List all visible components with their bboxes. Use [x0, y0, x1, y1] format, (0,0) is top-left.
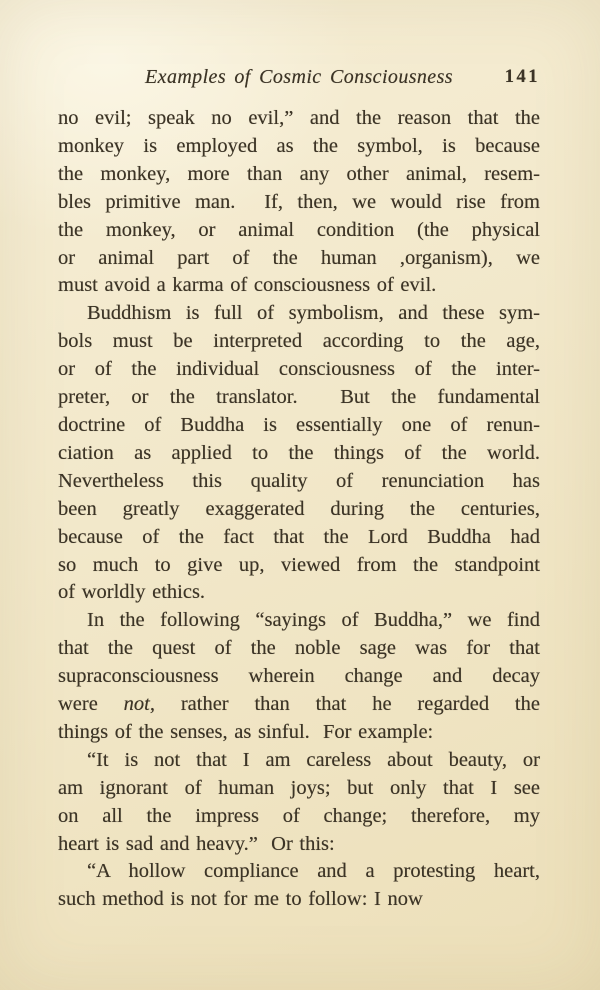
text-line	[58, 217, 540, 245]
text-line	[58, 356, 540, 384]
page-number: 141	[504, 67, 540, 87]
text-segment: rather than that he regarded the	[155, 693, 540, 716]
text-segment: things of the senses, as sinful. For example:	[58, 720, 434, 743]
text-segment: “It is not that I am careless about beauty, or	[87, 748, 540, 771]
text-line	[58, 691, 540, 719]
running-header-title: Examples of Cosmic Consciousness	[145, 66, 453, 88]
text-line	[58, 412, 540, 440]
page-text	[58, 105, 540, 914]
text-segment: bles primitive man. If, then, we would rise from	[58, 190, 540, 213]
text-line	[58, 133, 540, 161]
text-line	[58, 886, 540, 914]
text-segment: the monkey, or animal condition (the physical	[58, 218, 540, 241]
text-line	[58, 552, 540, 580]
text-line	[58, 384, 540, 412]
text-line	[58, 328, 540, 356]
text-segment: am ignorant of human joys; but only that I see	[58, 776, 540, 799]
text-segment: monkey is employed as the symbol, is because	[58, 134, 540, 157]
text-line	[58, 161, 540, 189]
text-line	[58, 803, 540, 831]
text-segment: the monkey, more than any other animal, resem-	[58, 162, 540, 185]
text-line	[58, 719, 540, 747]
text-line	[58, 858, 540, 886]
text-segment: so much to give up, viewed from the standpoint	[58, 553, 540, 576]
text-line	[58, 524, 540, 552]
text-segment: no evil; speak no evil,” and the reason that the	[58, 107, 540, 129]
text-line	[58, 775, 540, 803]
text-segment: or animal part of the human ,organism), we	[58, 246, 540, 269]
text-line	[58, 607, 540, 635]
text-segment: on all the impress of change; therefore, my	[58, 804, 540, 827]
text-segment: such method is not for me to follow: I now	[58, 888, 423, 911]
text-segment: In the following “sayings of Buddha,” we find	[87, 609, 540, 632]
text-segment: “A hollow compliance and a protesting heart,	[87, 860, 540, 883]
text-segment: because of the fact that the Lord Buddha had	[58, 525, 540, 548]
text-segment: must avoid a karma of consciousness of evil.	[58, 274, 437, 297]
text-line	[58, 635, 540, 663]
text-segment: Nevertheless this quality of renunciation has	[58, 469, 540, 492]
text-line	[58, 468, 540, 496]
text-segment: heart is sad and heavy.” Or this:	[58, 832, 335, 855]
text-line	[58, 579, 540, 607]
text-line	[58, 831, 540, 859]
text-segment: Buddhism is full of symbolism, and these sym-	[87, 302, 540, 325]
text-segment: were	[58, 693, 124, 716]
text-segment: supraconsciousness wherein change and decay	[58, 665, 540, 688]
text-line	[58, 300, 540, 328]
text-segment: been greatly exaggerated during the centuries,	[58, 497, 540, 520]
text-segment: or of the individual consciousness of the inter-	[58, 358, 540, 381]
text-line	[58, 189, 540, 217]
text-segment: of worldly ethics.	[58, 581, 206, 604]
text-line	[58, 663, 540, 691]
italic-text: not,	[123, 693, 155, 716]
text-line	[58, 747, 540, 775]
text-line	[58, 272, 540, 300]
text-line	[58, 440, 540, 468]
text-line	[58, 245, 540, 273]
text-line	[58, 496, 540, 524]
text-segment: that the quest of the noble sage was for that	[58, 637, 540, 660]
text-segment: doctrine of Buddha is essentially one of renun-	[58, 413, 540, 436]
running-header	[58, 66, 540, 89]
text-segment: ciation as applied to the things of the world.	[58, 441, 540, 464]
text-segment: preter, or the translator. But the fundamental	[58, 386, 540, 409]
text-segment: bols must be interpreted according to the age,	[58, 330, 540, 353]
text-line	[58, 105, 540, 133]
